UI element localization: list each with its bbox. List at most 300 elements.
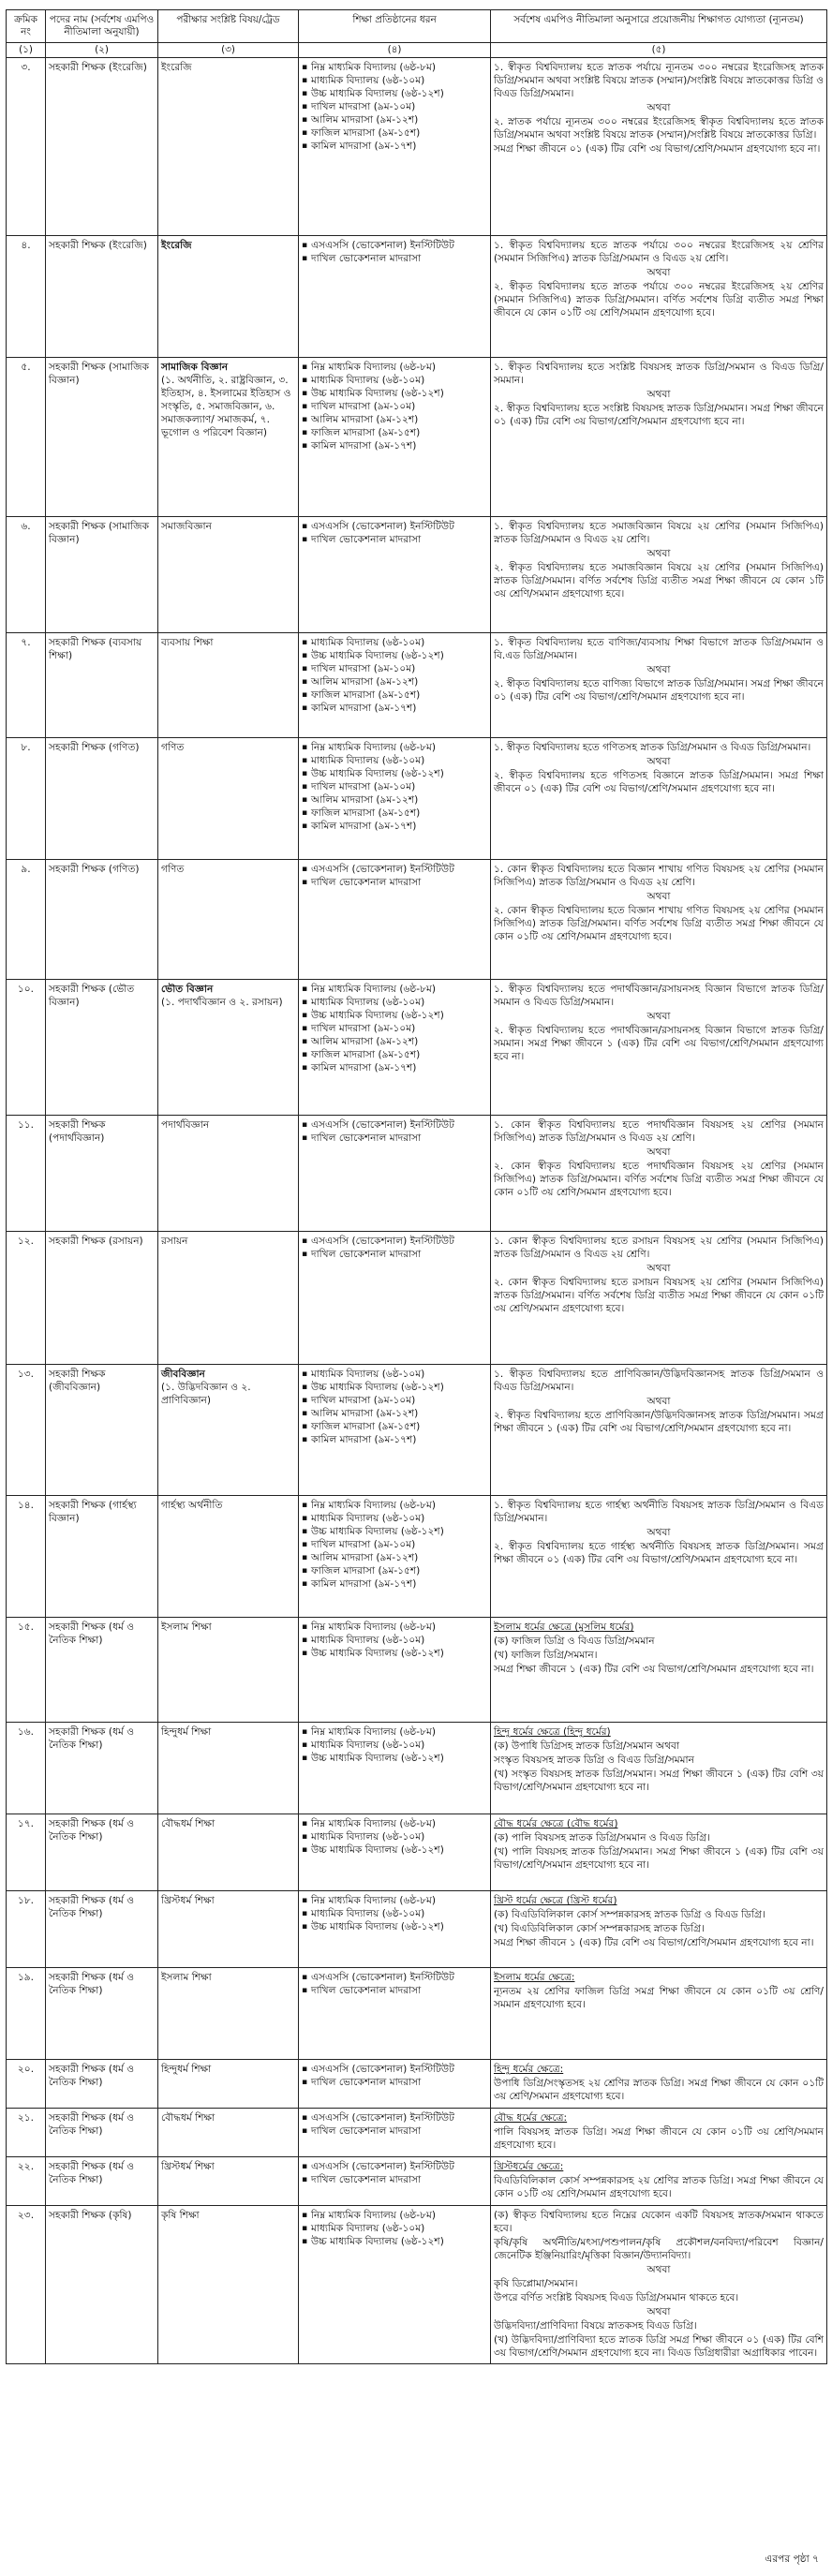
institution-item: ▪ মাধ্যমিক বিদ্যালয় (৬ষ্ঠ-১০ম) [311, 1512, 487, 1525]
table-row [7, 2206, 827, 2364]
qualification-text: ১. স্বীকৃত বিশ্ববিদ্যালয় হতে সমাজবিজ্ঞান বিষয়ে ২য় শ্রেণির (সমমান সিজিপিএ) স্নাতক ডিগ্রি/সমমান ও বিএড ২য় শ্রেণি। [494, 521, 824, 545]
institution-item: ▪ মাধ্যমিক বিদ্যালয় (৬ষ্ঠ-১০ম) [311, 2222, 487, 2235]
page-continuation-note: এরপর পৃষ্ঠা ৭ [765, 2554, 819, 2565]
institution-types [299, 860, 491, 980]
subject-name: ভৌত বিজ্ঞান [161, 984, 214, 995]
institution-item: ▪ উচ্চ মাধ্যমিক বিদ্যালয় (৬ষ্ঠ-১২শ) [311, 1647, 487, 1660]
institution-list [302, 636, 487, 715]
serial-number: ১৭. [7, 1814, 46, 1891]
institution-item: ▪ আলিম মাদরাসা (৯ম-১২শ) [311, 1035, 487, 1048]
institution-item: ▪ মাধ্যমিক বিদ্যালয় (৬ষ্ঠ-১০ম) [311, 1634, 487, 1647]
subject-cell [158, 1496, 299, 1618]
institution-item: ▪ দাখিল ভোকেশনাল মাদরাসা [311, 2076, 487, 2089]
post-name: সহকারী শিক্ষক (কৃষি) [46, 2206, 158, 2364]
institution-item: ▪ নিম্ন মাধ্যমিক বিদ্যালয় (৬ষ্ঠ-৮ম) [311, 1894, 487, 1907]
institution-item: ▪ এসএসসি (ভোকেশনাল) ইনস্টিটিউট [311, 1235, 487, 1248]
institution-item: ▪ নিম্ন মাধ্যমিক বিদ্যালয় (৬ষ্ঠ-৮ম) [311, 1499, 487, 1512]
institution-item: ▪ কামিল মাদরাসা (৯ম-১৭শ) [311, 140, 487, 153]
subject-cell [158, 1365, 299, 1496]
institution-types [299, 738, 491, 860]
serial-number: ১২. [7, 1232, 46, 1365]
institution-item: ▪ আলিম মাদরাসা (৯ম-১২শ) [311, 675, 487, 688]
institution-list [302, 1817, 487, 1857]
qualification-text: পালি বিষয়সহ স্নাতক ডিগ্রি। সমগ্র শিক্ষা জীবনে যে কোন ০১টি ৩য় শ্রেণি/সমমান গ্রহণযোগ্য হবে। [494, 2126, 824, 2151]
institution-item: ▪ মাধ্যমিক বিদ্যালয় (৬ষ্ঠ-১০ম) [311, 1907, 487, 1920]
table-row [7, 1968, 827, 2060]
subject-name: খ্রিস্টধর্ম শিক্ষা [161, 2161, 215, 2172]
institution-types [299, 236, 491, 358]
institution-item: ▪ মাধ্যমিক বিদ্যালয় (৬ষ্ঠ-১০ম) [311, 374, 487, 387]
table-row [7, 1723, 827, 1814]
institution-item: ▪ এসএসসি (ভোকেশনাল) ইনস্টিটিউট [311, 2111, 487, 2124]
subject-name: বৌদ্ধধর্ম শিক্ষা [161, 2112, 215, 2124]
qualification-text: ১. স্বীকৃত বিশ্ববিদ্যালয় হতে স্নাতক পর্যায়ে ৩০০ নম্বরের ইংরেজিসহ ২য় শ্রেণির (সমমান সিজিপিএ) স্নাতক ডিগ্রি/সমমান ও বিএড ২য় শ্রেণি। [494, 240, 824, 264]
table-body [7, 58, 827, 2364]
serial-number: ২৩. [7, 2206, 46, 2364]
institution-types [299, 517, 491, 633]
institution-item: ▪ আলিম মাদরাসা (৯ম-১২শ) [311, 793, 487, 807]
table-row [7, 738, 827, 860]
or-separator: অথবা [646, 891, 671, 902]
column-number: (৪) [299, 43, 491, 58]
qualification-text: ২. স্বীকৃত বিশ্ববিদ্যালয় হতে সংশ্লিষ্ট বিষয়সহ স্নাতক ডিগ্রি/সমমান। সমগ্র শিক্ষা জীবনে ০১ (এক) টির বেশি ৩য় বিভাগ/শ্রেণি/সমমান গ্রহণযোগ্য হবে না। [494, 403, 824, 427]
qualification-text: ২. কোন স্বীকৃত বিশ্ববিদ্যালয় হতে পদার্থবিজ্ঞান বিষয়সহ ২য় শ্রেণির (সমমান সিজিপিএ) স্নাতক ডিগ্রি/সমমান। বর্ণিত সর্বশেষ ডিগ্রি ব্যতীত সমগ্র শিক্ষা জীবনে যে কোন ০১টি ৩য় শ্রেণি/সমমান গ্রহণযোগ্য হবে। [494, 1161, 824, 1198]
qualification-text: ১. স্বীকৃত বিশ্ববিদ্যালয় হতে সংশ্লিষ্ট বিষয়সহ স্নাতক ডিগ্রি/সমমান ও বিএড ডিগ্রি/সমমান। [494, 362, 824, 386]
institution-item: ▪ উচ্চ মাধ্যমিক বিদ্যালয় (৬ষ্ঠ-১২শ) [311, 1752, 487, 1765]
institution-item: ▪ উচ্চ মাধ্যমিক বিদ্যালয় (৬ষ্ঠ-১২শ) [311, 2235, 487, 2248]
serial-number: ২১. [7, 2109, 46, 2157]
qualification-text: ২. স্বীকৃত বিশ্ববিদ্যালয় হতে বাণিজ্য বিভাগে স্নাতক ডিগ্রি/সমমান। সমগ্র শিক্ষা জীবনে ০১ (এক) টির বেশি ৩য় বিভাগ/শ্রেণি/সমমান গ্রহণযোগ্য হবে না। [494, 678, 824, 703]
post-name: সহকারী শিক্ষক (গার্হস্থ্য বিজ্ঞান) [46, 1496, 158, 1618]
qualification-text: ১. স্বীকৃত বিশ্ববিদ্যালয় হতে গার্হস্থ্য অর্থনীতি বিষয়সহ স্নাতক ডিগ্রি/সমমান ও বিএড ডিগ্রি/সমমান। [494, 1500, 824, 1524]
subject-cell [158, 1618, 299, 1723]
institution-item: ▪ আলিম মাদরাসা (৯ম-১২শ) [311, 1551, 487, 1564]
table-header-row [7, 10, 827, 43]
institution-types [299, 1496, 491, 1618]
qualification-text: ২. স্বীকৃত বিশ্ববিদ্যালয় হতে পদার্থবিজ্ঞান/রসায়নসহ বিজ্ঞান বিভাগে স্নাতক ডিগ্রি/সমমান। সমগ্র শিক্ষা জীবনে ১ (এক) টির বেশি ৩য় বিভাগ/শ্রেণি/সমমান গ্রহণযোগ্য হবে না। [494, 1025, 824, 1062]
qualification-cell [491, 980, 827, 1116]
subject-cell [158, 633, 299, 738]
institution-list [302, 1368, 487, 1446]
qualification-text: (খ) উদ্ভিদবিদ্যা/প্রাণিবিদ্যা হতে স্নাতক ডিগ্রি সমগ্র শিক্ষা জীবনে ০১ (এক) টির বেশি ৩য় বিভাগ/শ্রেণি/সমমান গ্রহণযোগ্য হবে না। বিএড ডিগ্রিধারীরা অগ্রাধিকার পাবেন। [494, 2334, 824, 2359]
institution-list [302, 1971, 487, 1997]
subject-name: বৌদ্ধধর্ম শিক্ষা [161, 1818, 215, 1829]
subject-name: গণিত [161, 864, 185, 875]
qualification-text: কৃষি/কৃষি অর্থনীতি/মৎস্য/পশুপালন/কৃষি প্রকৌশল/বনবিদ্যা/পরিবেশ বিজ্ঞান/জেনেটিক ইঞ্জিনিয়ারিং/মৃত্তিকা বিজ্ঞান/উদ্যানবিদ্যা। [494, 2237, 824, 2261]
post-name: সহকারী শিক্ষক (ধর্ম ও নৈতিক শিক্ষা) [46, 1618, 158, 1723]
header-institution-type: শিক্ষা প্রতিষ্ঠানের ধরন [299, 10, 491, 43]
institution-item: ▪ মাধ্যমিক বিদ্যালয় (৬ষ্ঠ-১০ম) [311, 996, 487, 1009]
qualification-table [6, 9, 827, 2364]
qualification-text: ১. কোন স্বীকৃত বিশ্ববিদ্যালয় হতে রসায়ন বিষয়সহ ২য় শ্রেণির (সমমান সিজিপিএ) স্নাতক ডিগ্রি/সমমান ও বিএড ২য় শ্রেণি। [494, 1236, 824, 1260]
institution-item: ▪ মাধ্যমিক বিদ্যালয় (৬ষ্ঠ-১০ম) [311, 1739, 487, 1752]
institution-item: ▪ আলিম মাদরাসা (৯ম-১২শ) [311, 113, 487, 126]
qualification-text: বিএডিবিলিকাল কোর্স সম্পন্নকারসহ ২য় শ্রেণির স্নাতক ডিগ্রি। সমগ্র শিক্ষা জীবনে যে কোন ০১টি ৩য় শ্রেণি/সমমান গ্রহণযোগ্য হবে। [494, 2175, 824, 2199]
qualification-text: ১. কোন স্বীকৃত বিশ্ববিদ্যালয় হতে পদার্থবিজ্ঞান বিষয়সহ ২য় শ্রেণির (সমমান সিজিপিএ) স্নাতক ডিগ্রি/সমমান ও বিএড ২য় শ্রেণি। [494, 1119, 824, 1144]
qualification-cell [491, 58, 827, 236]
serial-number: ১১. [7, 1116, 46, 1232]
serial-number: ১৬. [7, 1723, 46, 1814]
or-separator: অথবা [646, 1011, 671, 1022]
institution-item: ▪ দাখিল ভোকেশনাল মাদরাসা [311, 1248, 487, 1261]
subject-name: ইসলাম শিক্ষা [161, 1972, 212, 1983]
post-name: সহকারী শিক্ষক (ব্যবসায় শিক্ষা) [46, 633, 158, 738]
subject-cell [158, 2109, 299, 2157]
table-row [7, 236, 827, 358]
or-separator: অথবা [646, 548, 671, 559]
institution-item: ▪ দাখিল মাদরাসা (৯ম-১০ম) [311, 1022, 487, 1035]
column-number: (১) [7, 43, 46, 58]
qualification-text: ১. স্বীকৃত বিশ্ববিদ্যালয় হতে স্নাতক পর্যায়ে ন্যূনতম ৩০০ নম্বরের ইংরেজিসহ স্নাতক ডিগ্রি/সমমান অথবা সংশ্লিষ্ট বিষয়ে স্নাতক (সম্মান)/সংশ্লিষ্ট বিষয়ে স্নাতকোত্তর ডিগ্রি ও বিএড ডিগ্রি/সমমান। [494, 62, 824, 99]
or-separator: অথবা [646, 2306, 671, 2317]
qualification-cell [491, 2109, 827, 2157]
qualification-text: (ক) বিএডিবিলিকাল কোর্স সম্পন্নকারসহ স্নাতক ডিগ্রি ও বিএড ডিগ্রি। [494, 1909, 765, 1920]
qualification-text: সমগ্র শিক্ষা জীবনে ১ (এক) টির বেশি ৩য় বিভাগ/শ্রেণি/সমমান গ্রহণযোগ্য হবে না। [494, 1937, 814, 1948]
institution-item: ▪ নিম্ন মাধ্যমিক বিদ্যালয় (৬ষ্ঠ-৮ম) [311, 2209, 487, 2222]
institution-item: ▪ কামিল মাদরাসা (৯ম-১৭শ) [311, 1577, 487, 1591]
qualification-cell [491, 1723, 827, 1814]
subject-name: ইসলাম শিক্ষা [161, 1621, 212, 1633]
qualification-text: সমগ্র শিক্ষা জীবনে ১ (এক) টির বেশি ৩য় বিভাগ/শ্রেণি/সমমান গ্রহণযোগ্য হবে না। [494, 1664, 814, 1675]
institution-item: ▪ এসএসসি (ভোকেশনাল) ইনস্টিটিউট [311, 239, 487, 252]
qualification-text: ১. স্বীকৃত বিশ্ববিদ্যালয় হতে গণিতসহ স্নাতক ডিগ্রি/সমমান ও বিএড ডিগ্রি/সমমান। [494, 742, 811, 753]
subject-name: ব্যবসায় শিক্ষা [161, 637, 214, 648]
institution-item: ▪ এসএসসি (ভোকেশনাল) ইনস্টিটিউট [311, 1971, 487, 1984]
qualification-text: ২. স্বীকৃত বিশ্ববিদ্যালয় হতে সমাজবিজ্ঞান বিষয়ে ২য় শ্রেণির (সমমান সিজিপিএ) স্নাতক ডিগ্রি/সমমান। বর্ণিত সর্বশেষ ডিগ্রি ব্যতীত সমগ্র শিক্ষা জীবনে যে কোন ১টি ৩য় শ্রেণি/সমমান গ্রহণযোগ্য হবে। [494, 562, 824, 600]
table-row [7, 980, 827, 1116]
subject-cell [158, 1723, 299, 1814]
or-separator: অথবা [646, 2264, 671, 2275]
qualification-cell [491, 633, 827, 738]
institution-item: ▪ ফাজিল মাদরাসা (৯ম-১৫শ) [311, 1564, 487, 1577]
institution-item: ▪ দাখিল ভোকেশনাল মাদরাসা [311, 2173, 487, 2186]
institution-list [302, 2063, 487, 2089]
qualification-text: ১. স্বীকৃত বিশ্ববিদ্যালয় হতে পদার্থবিজ্ঞান/রসায়নসহ বিজ্ঞান বিভাগে স্নাতক ডিগ্রি/সমমান ও বিএড ডিগ্রি/সমমান। [494, 984, 824, 1008]
institution-item: ▪ ফাজিল মাদরাসা (৯ম-১৫শ) [311, 807, 487, 820]
qualification-cell [491, 1116, 827, 1232]
serial-number: ৭. [7, 633, 46, 738]
qualification-cell [491, 236, 827, 358]
qualification-heading: খ্রিস্টধর্মের ক্ষেত্রে: [494, 2161, 564, 2172]
table-row [7, 358, 827, 517]
qualification-cell [491, 1968, 827, 2060]
serial-number: ৯. [7, 860, 46, 980]
subject-sub-list: (১. অর্থনীতি, ২. রাষ্ট্রবিজ্ঞান, ৩. ইতিহাস, ৪. ইসলামের ইতিহাস ও সংস্কৃতি, ৫. সমাজবিজ্ঞান, ৬. সমাজকল্যাণ/ সমাজকর্ম, ৭. ভূগোল ও পরিবেশ বিজ্ঞান) [161, 375, 291, 438]
or-separator: অথবা [646, 102, 671, 113]
institution-item: ▪ মাধ্যমিক বিদ্যালয় (৬ষ্ঠ-১০ম) [311, 74, 487, 87]
qualification-text: ২. স্বীকৃত বিশ্ববিদ্যালয় হতে স্নাতক পর্যায়ে ৩০০ নম্বরের ইংরেজিসহ ২য় শ্রেণির (সমমান সিজিপিএ) স্নাতক ডিগ্রি/সমমান। বর্ণিত সর্বশেষ ডিগ্রি ব্যতীত সমগ্র শিক্ষা জীবনে যে কোন ০১টি ৩য় শ্রেণি/সমমান গ্রহণযোগ্য হবে। [494, 281, 824, 318]
qualification-text: (ক) ফাজিল ডিগ্রি ও বিএড ডিগ্রি/সমমান [494, 1636, 655, 1647]
or-separator: অথবা [646, 1263, 671, 1274]
qualification-text: ১. স্বীকৃত বিশ্ববিদ্যালয় হতে বাণিজ্য/ব্যবসায় শিক্ষা বিভাগে স্নাতক ডিগ্রি/সমমান ও বি.এড ডিগ্রি/সমমান। [494, 637, 824, 661]
institution-types [299, 1968, 491, 2060]
table-row [7, 517, 827, 633]
institution-item: ▪ দাখিল মাদরাসা (৯ম-১০ম) [311, 100, 487, 113]
institution-types [299, 2109, 491, 2157]
table-row [7, 1618, 827, 1723]
institution-item: ▪ কামিল মাদরাসা (৯ম-১৭শ) [311, 439, 487, 452]
serial-number: ৮. [7, 738, 46, 860]
institution-list [302, 1118, 487, 1145]
qualification-cell [491, 1232, 827, 1365]
post-name: সহকারী শিক্ষক (ধর্ম ও নৈতিক শিক্ষা) [46, 2109, 158, 2157]
institution-item: ▪ দাখিল মাদরাসা (৯ম-১০ম) [311, 662, 487, 675]
qualification-text: ২. স্বীকৃত বিশ্ববিদ্যালয় হতে প্রাণিবিজ্ঞান/উদ্ভিদবিজ্ঞানসহ স্নাতক ডিগ্রি/সমমান। সমগ্র শিক্ষা জীবনে ১ (এক) টির বেশি ৩য় বিভাগ/শ্রেণি/সমমান গ্রহণযোগ্য হবে না। [494, 1410, 824, 1434]
table-row [7, 2109, 827, 2157]
institution-item: ▪ ফাজিল মাদরাসা (৯ম-১৫শ) [311, 426, 487, 439]
qualification-text: ২. স্বীকৃত বিশ্ববিদ্যালয় হতে গার্হস্থ্য অর্থনীতি বিষয়সহ স্নাতক ডিগ্রি/সমমান। সমগ্র শিক্ষা জীবনে ০১ (এক) টির বেশি ৩য় বিভাগ/শ্রেণি/সমমান গ্রহণযোগ্য হবে না। [494, 1541, 824, 1565]
table-row [7, 58, 827, 236]
or-separator: অথবা [646, 389, 671, 400]
institution-item: ▪ মাধ্যমিক বিদ্যালয় (৬ষ্ঠ-১০ম) [311, 1368, 487, 1381]
institution-item: ▪ কামিল মাদরাসা (৯ম-১৭শ) [311, 1061, 487, 1074]
post-name: সহকারী শিক্ষক (ধর্ম ও নৈতিক শিক্ষা) [46, 1891, 158, 1968]
qualification-text: ২. কোন স্বীকৃত বিশ্ববিদ্যালয় হতে রসায়ন বিষয়সহ ২য় শ্রেণির (সমমান সিজিপিএ) স্নাতক ডিগ্রি/সমমান। বর্ণিত সর্বশেষ ডিগ্রি ব্যতীত সমগ্র শিক্ষা জীবনে যে কোন ০১টি ৩য় শ্রেণি/সমমান গ্রহণযোগ্য হবে। [494, 1277, 824, 1314]
institution-item: ▪ দাখিল মাদরাসা (৯ম-১০ম) [311, 780, 487, 793]
qualification-cell [491, 1496, 827, 1618]
post-name: সহকারী শিক্ষক (গণিত) [46, 738, 158, 860]
serial-number: ১৫. [7, 1618, 46, 1723]
qualification-cell [491, 358, 827, 517]
institution-types [299, 2206, 491, 2364]
qualification-text: (ক) উপাধি ডিগ্রিসহ স্নাতক ডিগ্রি/সমমান অথবা [494, 1740, 680, 1752]
institution-item: ▪ উচ্চ মাধ্যমিক বিদ্যালয় (৬ষ্ঠ-১২শ) [311, 1009, 487, 1022]
serial-number: ১৪. [7, 1496, 46, 1618]
institution-list [302, 1499, 487, 1591]
institution-item: ▪ আলিম মাদরাসা (৯ম-১২শ) [311, 1407, 487, 1420]
header-post-name: পদের নাম (সর্বশেষ এমপিও নীতিমালা অনুযায়ী) [46, 10, 158, 43]
qualification-text: (ক) স্বীকৃত বিশ্ববিদ্যালয় হতে নিম্নের যেকোন একটি বিষয়সহ স্নাতক/সমমান থাকতে হবে। [494, 2210, 824, 2234]
post-name: সহকারী শিক্ষক (জীববিজ্ঞান) [46, 1365, 158, 1496]
subject-name: হিন্দুধর্ম শিক্ষা [161, 2064, 212, 2075]
subject-name: কৃষি শিক্ষা [161, 2210, 200, 2221]
subject-cell [158, 2060, 299, 2109]
subject-name: পদার্থবিজ্ঞান [161, 1119, 210, 1131]
post-name: সহকারী শিক্ষক (সামাজিক বিজ্ঞান) [46, 517, 158, 633]
institution-item: ▪ এসএসসি (ভোকেশনাল) ইনস্টিটিউট [311, 2160, 487, 2173]
qualification-text: উপরে বর্ণিত সংশ্লিষ্ট বিষয়সহ বিএড ডিগ্রি/সমমান থাকতে হবে। [494, 2292, 739, 2303]
table-row [7, 1365, 827, 1496]
qualification-heading: হিন্দু ধর্মের ক্ষেত্রে (হিন্দু ধর্মের) [494, 1726, 611, 1738]
subject-cell [158, 517, 299, 633]
serial-number: ৫. [7, 358, 46, 517]
serial-number: ১৩. [7, 1365, 46, 1496]
subject-cell [158, 358, 299, 517]
subject-name: হিন্দুধর্ম শিক্ষা [161, 1726, 212, 1738]
serial-number: ২২. [7, 2157, 46, 2206]
table-row [7, 1496, 827, 1618]
or-separator: অথবা [646, 267, 671, 278]
table-row [7, 633, 827, 738]
qualification-cell [491, 860, 827, 980]
institution-list [302, 2111, 487, 2138]
subject-name: গণিত [161, 742, 185, 753]
qualification-heading: বৌদ্ধ ধর্মের ক্ষেত্রে: [494, 2112, 568, 2124]
qualification-heading: বৌদ্ধ ধর্মের ক্ষেত্রে (বৌদ্ধ ধর্মের) [494, 1818, 618, 1829]
document-page [6, 9, 826, 2569]
table-row [7, 1232, 827, 1365]
post-name: সহকারী শিক্ষক (ধর্ম ও নৈতিক শিক্ষা) [46, 1814, 158, 1891]
subject-cell [158, 1232, 299, 1365]
post-name: সহকারী শিক্ষক (ধর্ম ও নৈতিক শিক্ষা) [46, 1723, 158, 1814]
serial-number: ১৮. [7, 1891, 46, 1968]
institution-types [299, 1365, 491, 1496]
serial-number: ১৯. [7, 1968, 46, 2060]
institution-types [299, 1891, 491, 1968]
institution-list [302, 520, 487, 546]
qualification-cell [491, 2206, 827, 2364]
qualification-cell [491, 2060, 827, 2109]
qualification-text: সংস্কৃত বিষয়সহ স্নাতক ডিগ্রি ও বিএড ডিগ্রি/সমমান [494, 1754, 694, 1766]
or-separator: অথবা [646, 756, 671, 767]
institution-types [299, 633, 491, 738]
post-name: সহকারী শিক্ষক (ভৌত বিজ্ঞান) [46, 980, 158, 1116]
institution-types [299, 1116, 491, 1232]
institution-list [302, 1725, 487, 1765]
qualification-text: ২. স্নাতক পর্যায়ে ন্যূনতম ৩০০ নম্বরের ইংরেজিসহ স্বীকৃত বিশ্ববিদ্যালয় হতে স্নাতক ডিগ্রি/সমমান অথবা সংশ্লিষ্ট বিষয়ে স্নাতক (সম্মান)/সংশ্লিষ্ট বিষয়ে স্নাতকোত্তর ডিগ্রি। [494, 116, 824, 141]
institution-item: ▪ কামিল মাদরাসা (৯ম-১৭শ) [311, 702, 487, 715]
institution-item: ▪ কামিল মাদরাসা (৯ম-১৭শ) [311, 820, 487, 833]
institution-item: ▪ মাধ্যমিক বিদ্যালয় (৬ষ্ঠ-১০ম) [311, 636, 487, 649]
institution-list [302, 983, 487, 1074]
subject-name: ইংরেজি [161, 62, 192, 73]
qualification-heading: ইসলাম ধর্মের ক্ষেত্রে: [494, 1972, 575, 1983]
qualification-text: (খ) সংস্কৃত বিষয়সহ স্নাতক ডিগ্রি/সমমান। সমগ্র শিক্ষা জীবনে ১ (এক) টির বেশি ৩য় বিভাগ/শ্রেণি/সমমান গ্রহণযোগ্য হবে না। [494, 1769, 824, 1793]
post-name: সহকারী শিক্ষক (ধর্ম ও নৈতিক শিক্ষা) [46, 2060, 158, 2109]
institution-item: ▪ ফাজিল মাদরাসা (৯ম-১৫শ) [311, 126, 487, 140]
or-separator: অথবা [646, 1527, 671, 1538]
table-row [7, 1891, 827, 1968]
subject-cell [158, 58, 299, 236]
column-number: (৩) [158, 43, 299, 58]
header-serial: ক্রমিক নং [7, 10, 46, 43]
institution-item: ▪ ফাজিল মাদরাসা (৯ম-১৫শ) [311, 1048, 487, 1061]
institution-types [299, 980, 491, 1116]
institution-types [299, 1814, 491, 1891]
qualification-text: (খ) বিএডিবিলিকাল কোর্স সম্পন্নকারসহ স্নাতক ডিগ্রি। [494, 1923, 705, 1934]
institution-list [302, 1235, 487, 1261]
institution-item: ▪ উচ্চ মাধ্যমিক বিদ্যালয় (৬ষ্ঠ-১২শ) [311, 1843, 487, 1857]
institution-item: ▪ উচ্চ মাধ্যমিক বিদ্যালয় (৬ষ্ঠ-১২শ) [311, 87, 487, 100]
institution-types [299, 1723, 491, 1814]
post-name: সহকারী শিক্ষক (পদার্থবিজ্ঞান) [46, 1116, 158, 1232]
institution-list [302, 2209, 487, 2248]
institution-item: ▪ এসএসসি (ভোকেশনাল) ইনস্টিটিউট [311, 1118, 487, 1132]
column-number: (৫) [491, 43, 827, 58]
institution-types [299, 2060, 491, 2109]
institution-item: ▪ এসএসসি (ভোকেশনাল) ইনস্টিটিউট [311, 520, 487, 533]
table-row [7, 860, 827, 980]
qualification-text: (ক) পালি বিষয়সহ স্নাতক ডিগ্রি/সমমান ও বিএড ডিগ্রি। [494, 1832, 710, 1843]
serial-number: ৪. [7, 236, 46, 358]
institution-types [299, 1618, 491, 1723]
qualification-cell [491, 738, 827, 860]
subject-cell [158, 1814, 299, 1891]
post-name: সহকারী শিক্ষক (গণিত) [46, 860, 158, 980]
subject-name: খ্রিস্টধর্ম শিক্ষা [161, 1895, 215, 1906]
post-name: সহকারী শিক্ষক (রসায়ন) [46, 1232, 158, 1365]
institution-item: ▪ দাখিল ভোকেশনাল মাদরাসা [311, 252, 487, 265]
qualification-text: ২. কোন স্বীকৃত বিশ্ববিদ্যালয় হতে বিজ্ঞান শাখায় গণিত বিষয়সহ ২য় শ্রেণির (সমমান সিজিপিএ) স্নাতক ডিগ্রি/সমমান। বর্ণিত সর্বশেষ ডিগ্রি ব্যতীত সমগ্র শিক্ষা জীবনে যে কোন ০১টি ৩য় শ্রেণি/সমমান গ্রহণযোগ্য হবে। [494, 905, 824, 942]
table-row [7, 2157, 827, 2206]
subject-cell [158, 2206, 299, 2364]
institution-item: ▪ ফাজিল মাদরাসা (৯ম-১৫শ) [311, 688, 487, 702]
subject-name: ইংরেজি [161, 240, 192, 251]
subject-cell [158, 738, 299, 860]
institution-item: ▪ আলিম মাদরাসা (৯ম-১২শ) [311, 413, 487, 426]
institution-item: ▪ এসএসসি (ভোকেশনাল) ইনস্টিটিউট [311, 863, 487, 876]
institution-item: ▪ দাখিল ভোকেশনাল মাদরাসা [311, 533, 487, 546]
institution-list [302, 239, 487, 265]
institution-item: ▪ উচ্চ মাধ্যমিক বিদ্যালয় (৬ষ্ঠ-১২শ) [311, 767, 487, 780]
qualification-cell [491, 1365, 827, 1496]
post-name: সহকারী শিক্ষক (ইংরেজি) [46, 58, 158, 236]
institution-item: ▪ দাখিল ভোকেশনাল মাদরাসা [311, 1132, 487, 1145]
qualification-text: উপাধি ডিগ্রি/সংস্কৃতসহ ২য় শ্রেণির স্নাতক ডিগ্রি। সমগ্র শিক্ষা জীবনে যে কোন ০১টি ৩য় শ্রেণি/সমমান গ্রহণযোগ্য হবে। [494, 2078, 824, 2102]
serial-number: ৬. [7, 517, 46, 633]
subject-sub-list: (১. পদার্থবিজ্ঞান ও ২. রসায়ন) [161, 997, 283, 1008]
post-name: সহকারী শিক্ষক (সামাজিক বিজ্ঞান) [46, 358, 158, 517]
institution-types [299, 58, 491, 236]
qualification-text: উদ্ভিদবিদ্যা/প্রাণিবিদ্যা বিষয়ে স্নাতকসহ বিএড ডিগ্রি। [494, 2320, 697, 2332]
qualification-cell [491, 1618, 827, 1723]
qualification-heading: হিন্দু ধর্মের ক্ষেত্রে: [494, 2064, 564, 2075]
institution-types [299, 358, 491, 517]
institution-list [302, 2160, 487, 2186]
institution-item: ▪ নিম্ন মাধ্যমিক বিদ্যালয় (৬ষ্ঠ-৮ম) [311, 1817, 487, 1830]
qualification-cell [491, 2157, 827, 2206]
institution-item: ▪ উচ্চ মাধ্যমিক বিদ্যালয় (৬ষ্ঠ-১২শ) [311, 649, 487, 662]
institution-item: ▪ ফাজিল মাদরাসা (৯ম-১৫শ) [311, 1420, 487, 1433]
post-name: সহকারী শিক্ষক (ইংরেজি) [46, 236, 158, 358]
subject-cell [158, 1116, 299, 1232]
institution-item: ▪ দাখিল মাদরাসা (৯ম-১০ম) [311, 1394, 487, 1407]
subject-cell [158, 980, 299, 1116]
qualification-text: (খ) ফাজিল ডিগ্রি/সমমান। [494, 1650, 598, 1661]
institution-item: ▪ উচ্চ মাধ্যমিক বিদ্যালয় (৬ষ্ঠ-১২শ) [311, 1381, 487, 1394]
qualification-text: ১. স্বীকৃত বিশ্ববিদ্যালয় হতে প্রাণিবিজ্ঞান/উদ্ভিদবিজ্ঞানসহ স্নাতক ডিগ্রি/সমমান ও বিএড ডিগ্রি/সমমান। [494, 1369, 824, 1393]
qualification-text: সমগ্র শিক্ষা জীবনে ০১ (এক) টির বেশি ৩য় বিভাগ/শ্রেণি/সমমান গ্রহণযোগ্য হবে না। [494, 143, 821, 155]
institution-list [302, 863, 487, 889]
subject-cell [158, 2157, 299, 2206]
institution-types [299, 2157, 491, 2206]
subject-name: রসায়ন [161, 1236, 188, 1247]
institution-list [302, 1894, 487, 1933]
institution-item: ▪ মাধ্যমিক বিদ্যালয় (৬ষ্ঠ-১০ম) [311, 754, 487, 767]
institution-item: ▪ নিম্ন মাধ্যমিক বিদ্যালয় (৬ষ্ঠ-৮ম) [311, 1621, 487, 1634]
institution-item: ▪ কামিল মাদরাসা (৯ম-১৭শ) [311, 1433, 487, 1446]
institution-item: ▪ দাখিল ভোকেশনাল মাদরাসা [311, 1984, 487, 1997]
table-row [7, 1814, 827, 1891]
institution-item: ▪ নিম্ন মাধ্যমিক বিদ্যালয় (৬ষ্ঠ-৮ম) [311, 1725, 487, 1739]
qualification-text: ন্যূনতম ২য় শ্রেণির ফাজিল ডিগ্রি সমগ্র শিক্ষা জীবনে যে কোন ০১টি ৩য় শ্রেণি/সমমান গ্রহণযোগ্য হবে। [494, 1986, 824, 2010]
subject-name: সমাজবিজ্ঞান [161, 521, 212, 532]
serial-number: ৩. [7, 58, 46, 236]
subject-cell [158, 860, 299, 980]
header-qualification: সর্বশেষ এমপিও নীতিমালা অনুসারে প্রয়োজনীয় শিক্ষাগত যোগ্যতা (ন্যূনতম) [491, 10, 827, 43]
table-row [7, 2060, 827, 2109]
institution-item: ▪ নিম্ন মাধ্যমিক বিদ্যালয় (৬ষ্ঠ-৮ম) [311, 741, 487, 754]
institution-list [302, 61, 487, 153]
institution-item: ▪ এসএসসি (ভোকেশনাল) ইনস্টিটিউট [311, 2063, 487, 2076]
institution-item: ▪ নিম্ন মাধ্যমিক বিদ্যালয় (৬ষ্ঠ-৮ম) [311, 983, 487, 996]
qualification-text: (খ) পালি বিষয়সহ স্নাতক ডিগ্রি/সমমান। সমগ্র শিক্ষা জীবনে ১ (এক) টির বেশি ৩য় বিভাগ/শ্রেণি/সমমান গ্রহণযোগ্য হবে না। [494, 1846, 824, 1871]
qualification-text: কৃষি ডিপ্লোমা/সমমান। [494, 2278, 578, 2289]
or-separator: অথবা [646, 1396, 671, 1407]
qualification-text: ২. স্বীকৃত বিশ্ববিদ্যালয় হতে গণিতসহ বিজ্ঞানে স্নাতক ডিগ্রি/সমমান। সমগ্র শিক্ষা জীবনে ০১ (এক) টির বেশি ৩য় বিভাগ/শ্রেণি/সমমান গ্রহণযোগ্য হবে না। [494, 770, 824, 794]
qualification-cell [491, 1814, 827, 1891]
institution-item: ▪ মাধ্যমিক বিদ্যালয় (৬ষ্ঠ-১০ম) [311, 1830, 487, 1843]
